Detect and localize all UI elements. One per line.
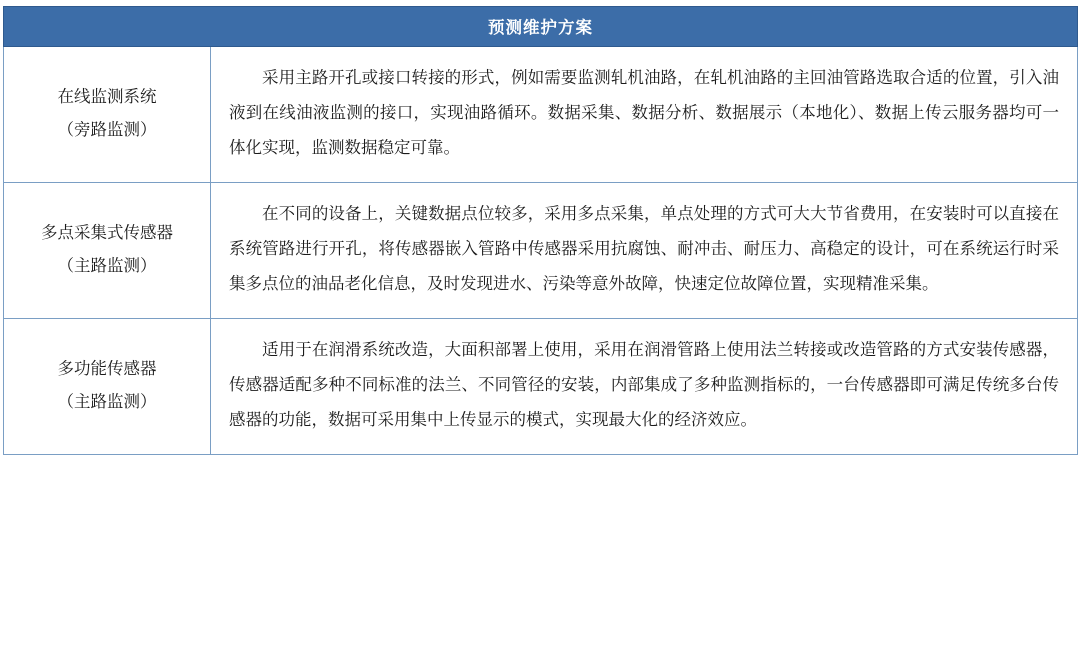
row-label-line-1: 多功能传感器 [57, 360, 157, 379]
table-header-row [4, 7, 1078, 47]
row-label-multifunction-sensor [4, 318, 211, 454]
row-body-text: 在不同的设备上，关键数据点位较多，采用多点采集，单点处理的方式可大大节省费用，在安装时可以直接在系统管路进行开孔，将传感器嵌入管路中传感器采用抗腐蚀、耐冲击、耐压力、高稳定的设计，可在系统运行时采集多点位的油品老化信息，及时发现进水、污染等意外故障，快速定位故障位置，实现精准采集。 [229, 204, 1059, 293]
row-label-line-2: （旁路监测） [57, 121, 157, 140]
table-title: 预测维护方案 [4, 7, 1078, 47]
row-label-line-2: （主路监测） [57, 393, 157, 412]
row-label-line-1: 在线监测系统 [57, 88, 157, 107]
table-row [4, 318, 1078, 454]
table-row [4, 182, 1078, 318]
row-label-line-1: 多点采集式传感器 [41, 224, 173, 243]
row-body-multifunction-sensor [211, 318, 1078, 454]
row-label-multipoint-sensor [4, 182, 211, 318]
row-body-multipoint-sensor [211, 182, 1078, 318]
row-body-text: 适用于在润滑系统改造，大面积部署上使用，采用在润滑管路上使用法兰转接或改造管路的方式安装传感器，传感器适配多种不同标准的法兰、不同管径的安装，内部集成了多种监测指标的，一台传感器即可满足传统多台传感器的功能，数据可采用集中上传显示的模式，实现最大化的经济效应。 [229, 340, 1059, 429]
row-body-text: 采用主路开孔或接口转接的形式，例如需要监测轧机油路，在轧机油路的主回油管路选取合适的位置，引入油液到在线油液监测的接口，实现油路循环。数据采集、数据分析、数据展示（本地化）、数据上传云服务器均可一体化实现，监测数据稳定可靠。 [229, 69, 1059, 157]
row-label-online-monitoring [4, 47, 211, 183]
table-row [4, 47, 1078, 183]
predictive-maintenance-table [3, 6, 1078, 455]
row-label-line-2: （主路监测） [57, 257, 157, 276]
document-page [0, 6, 1080, 665]
row-body-online-monitoring [211, 47, 1078, 183]
